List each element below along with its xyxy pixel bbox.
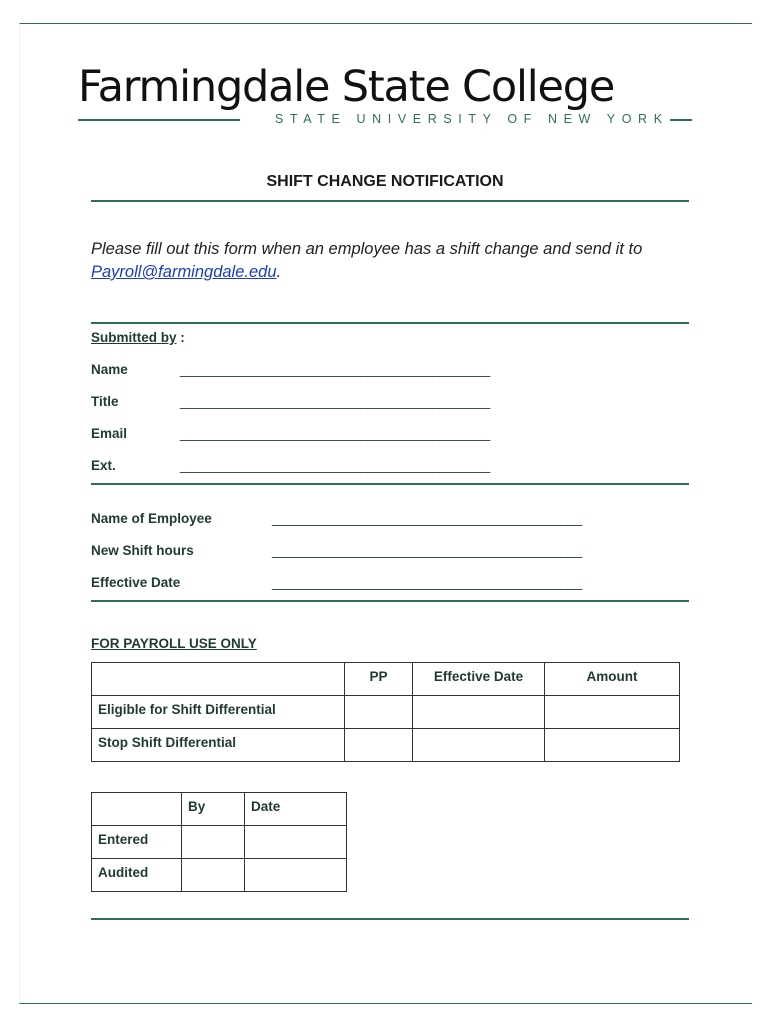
audit-table [91,792,347,892]
payroll-heading: FOR PAYROLL USE ONLY [91,636,257,651]
payroll-email-link[interactable]: Payroll@farmingdale.edu [91,263,277,281]
audit-header-blank [92,793,182,826]
row-label-audited: Audited [92,859,182,892]
ext-label: Ext. [91,458,116,473]
table-row [92,696,680,729]
divider-title [91,200,689,202]
entered-date-cell[interactable] [245,826,347,859]
divider-employee [91,600,689,602]
submitted-by-label: Submitted by [91,330,177,345]
stop-effective-date-cell[interactable] [413,729,545,762]
payroll-table [91,662,680,762]
title-field[interactable]: ___________________________________________ [180,394,490,409]
eligible-pp-cell[interactable] [345,696,413,729]
payroll-col-effective-date: Effective Date [413,663,545,696]
audit-col-by: By [182,793,245,826]
eligible-amount-cell[interactable] [545,696,680,729]
logo-rule-left [78,119,240,121]
divider-submitted-by [91,483,689,485]
stop-amount-cell[interactable] [545,729,680,762]
row-label-entered: Entered [92,826,182,859]
instructions-text [91,238,691,284]
row-label-stop: Stop Shift Differential [92,729,345,762]
effective-date-label: Effective Date [91,575,181,590]
new-shift-hours-label: New Shift hours [91,543,194,558]
effective-date-field[interactable]: ___________________________________________ [272,575,582,590]
table-row [92,826,347,859]
new-shift-hours-field[interactable]: ___________________________________________ [272,543,582,558]
college-logo [78,62,694,128]
audited-by-cell[interactable] [182,859,245,892]
submitted-by-colon: : [176,330,185,345]
title-label: Title [91,394,119,409]
audited-date-cell[interactable] [245,859,347,892]
stop-pp-cell[interactable] [345,729,413,762]
payroll-header-row [92,663,680,696]
row-label-eligible: Eligible for Shift Differential [92,696,345,729]
entered-by-cell[interactable] [182,826,245,859]
payroll-col-amount: Amount [545,663,680,696]
instructions-prefix: Please fill out this form when an employee has a shift change and send it to [91,240,643,258]
employee-name-field[interactable]: ___________________________________________ [272,511,582,526]
name-field[interactable]: ___________________________________________ [180,362,490,377]
submitted-by-heading [91,330,185,345]
divider-bottom [91,918,689,920]
divider-instructions [91,322,689,324]
college-name: Farmingdale State College [78,62,615,112]
name-label: Name [91,362,128,377]
instructions-suffix: . [276,263,282,281]
email-field[interactable]: ___________________________________________ [180,426,490,441]
table-row [92,859,347,892]
audit-header-row [92,793,347,826]
table-row [92,729,680,762]
eligible-effective-date-cell[interactable] [413,696,545,729]
logo-subtitle-row [78,112,694,128]
form-title: SHIFT CHANGE NOTIFICATION [266,173,504,190]
audit-col-date: Date [245,793,347,826]
logo-subtitle: STATE UNIVERSITY OF NEW YORK [275,112,669,126]
payroll-col-pp: PP [345,663,413,696]
payroll-header-blank [92,663,345,696]
employee-name-label: Name of Employee [91,511,212,526]
email-label: Email [91,426,128,441]
ext-field[interactable]: ___________________________________________ [180,458,490,473]
logo-rule-right [670,119,692,121]
